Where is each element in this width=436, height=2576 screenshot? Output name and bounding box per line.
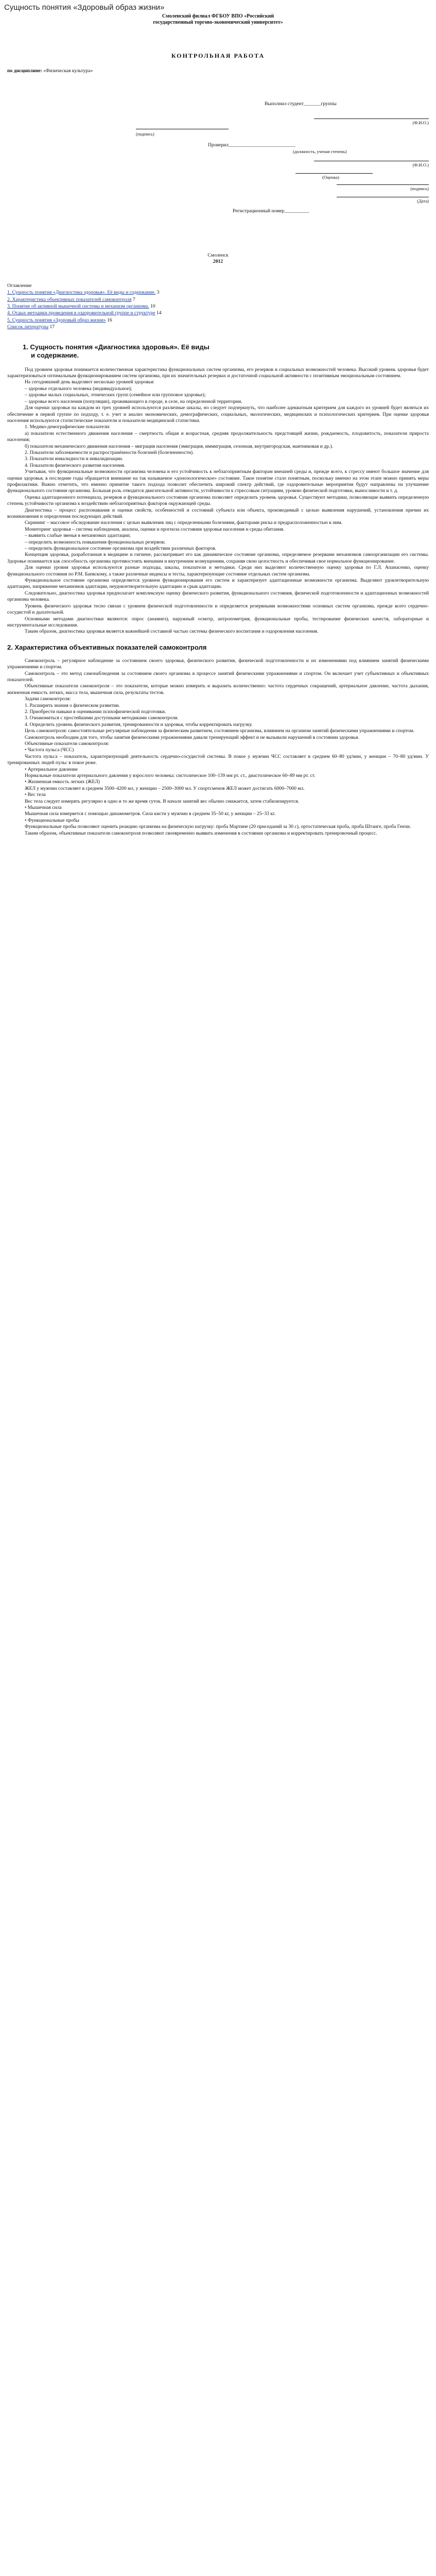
paragraph: Учитывая, что функциональные возможности организма человека и его устойчивость к неблагоприятным факторам внешней среды и, прежде всего, к стрессу имеют большое значение для оценки здоровья, в последние годы обращается внимание на так называемое «донозологическое» состояние. Такое понятие стало понятным, поскольку именно на этом этапе можно принять меры профилактики. Важно отметить, что именно принятие такого подхода позволит обеспечить широкий спектр действий, где оздоровительные мероприятия будут направлены на улучшение функционального состояния организма. Большая роль отводится двигательной активности, устойчивости к стрессовым ситуациям, уровню физической подготовки, выносливости и т. д. — [7, 469, 429, 494]
student-sign-line — [136, 125, 229, 129]
paragraph: Таким образом, объективные показатели самоконтроля позволяют своевременно выявить изменения в состоянии организма и корректировать тренировочный процесс. — [25, 830, 377, 836]
checker-fio-line — [314, 156, 429, 161]
paragraph: 2. Приобрести навыки в оценивании психофизической подготовки. — [25, 708, 166, 715]
toc-title: Оглавление — [7, 282, 32, 289]
paragraph: – определить возможность повышения функциональных резервов; — [25, 539, 165, 545]
paragraph: ЖЕЛ у мужчин составляет в среднем 3500–4200 мл, у женщин – 2500–3000 мл. У спортсменов ЖЕЛ может достигать 6000–7000 мл. — [25, 785, 305, 791]
paragraph: 4. Показатели физического развития населения. — [25, 462, 126, 468]
student-fio-line — [314, 112, 429, 119]
toc-link[interactable]: 5. Сущность понятия «Здоровый образ жизни» — [7, 317, 106, 323]
paragraph: • Частота пульса (ЧСС) — [25, 747, 74, 753]
paragraph: – здоровье отдельного человека (индивидуальное); — [25, 385, 132, 392]
paragraph: Объективные показатели самоконтроля: — [25, 741, 109, 747]
paragraph: – выявить слабые звенья в механизмах адаптации; — [25, 533, 131, 539]
section-2-title — [7, 643, 429, 652]
signature-block — [7, 101, 429, 217]
section-2-number: 2. — [7, 643, 13, 651]
paragraph: Концепция здоровья, разработанная в медицине и гигиене, рассматривает его как динамическое состояние организма, определяемое резервами механизмов самоорганизации его системы. Здоровье понимается как способность организма противостоять внешним и внутренним возмущениям, сохраняя свою целостность и обеспечивая свое нормальное функционирование. — [7, 552, 429, 564]
paragraph: 4. Определить уровень физического развития, тренированности и здоровья, чтобы корректировать нагрузку. — [25, 721, 253, 727]
paragraph: Основными методами диагностики являются: опрос (анамнез), наружный осмотр, антропометрия, функциональные пробы, тестирование физических качеств, лабораторные и инструментальные исследования. — [7, 616, 429, 628]
toc-page: 17 — [49, 324, 55, 330]
toc-page: 16 — [107, 317, 112, 323]
paragraph: Вес тела следует измерять регулярно в одно и то же время суток. В начале занятий вес обычно снижается, затем стабилизируется. — [25, 798, 299, 804]
toc-link[interactable]: Список литературы — [7, 324, 49, 330]
paragraph: – здоровье всего населения (популяции), проживающего в городе, в селе, на определенной территории. — [25, 398, 242, 404]
paragraph: Под уровнем здоровья понимается количественная характеристика функциональных систем организма, его резервов и социальных возможностей человека. Высокий уровень здоровья будет характеризоваться оптимальным функционированием систем организма, при их значительных резервах и достаточной социальной активности с позитивным эмоциональным состоянием. — [7, 366, 429, 379]
paragraph: Таким образом, диагностика здоровья является важнейшей составной частью системы физического воспитания и оздоровления населения. — [25, 629, 319, 635]
discipline-value: «Физическая культура» — [43, 68, 93, 74]
paragraph: 1. Расширить знания о физическом развитии. — [25, 702, 120, 708]
toc-link[interactable]: 1. Сущность понятия «Диагностика здоровья». Её виды и содержание. — [7, 290, 156, 296]
paragraph: Цель самоконтроля: самостоятельные регулярные наблюдения за физическим развитием, состоянием организма, влиянием на организм занятий физическими упражнениями и спортом. — [25, 728, 414, 734]
paragraph: 3. Ознакомиться с простейшими доступными методиками самоконтроля. — [25, 715, 179, 721]
paragraph: • Функциональные пробы — [25, 817, 79, 823]
reg-line: Регистрационный номер__________ — [233, 208, 309, 214]
paragraph: Самоконтроль – это метод самонаблюдения за состоянием своего организма в процессе занятий физическими упражнениями и спортом. Он включает учет субъективных и объективных показателей. — [7, 670, 429, 683]
paragraph: • Мышечная сила — [25, 805, 62, 811]
toc-page: 7 — [132, 296, 135, 302]
section-1-number: 1. — [23, 343, 28, 351]
doc-title: КОНТРОЛЬНАЯ РАБОТА — [171, 52, 265, 59]
grade-line — [295, 168, 373, 174]
section-2-body — [7, 658, 429, 837]
paragraph: Скрининг – массовое обследование населения с целью выявления лиц с определенными болезнями, факторами риска и предрасположенностью к ним. — [25, 520, 343, 526]
paragraph: Самоконтроль – регулярное наблюдение за состоянием своего здоровья, физического развития, физической подготовленности и их изменениями под влиянием занятий физическими упражнениями и спортом. — [7, 657, 429, 670]
paragraph: – определить функциональное состояние организма при воздействии различных факторов. — [25, 546, 217, 552]
paragraph: Для оценки уровня здоровья используются разные подходы, шкалы, показатели и методики. Среди них выделяют количественную оценку здоровья по Г.Л. Апанасенко, оценку функционального состояния по Р.М. Баевскому, а также различные индексы и тесты, характеризующие состояние отдельных систем организма. — [7, 565, 429, 577]
fio-caption-2: (Ф.И.О.) — [412, 162, 429, 167]
paragraph: 1. Медико-демографические показатели: — [25, 424, 111, 430]
discipline-line — [7, 68, 429, 75]
toc-page: 14 — [156, 310, 162, 316]
checker-sign-line — [337, 179, 429, 185]
paragraph: Для оценки здоровья на каждом из трех уровней используются различные шкалы, но следует подчеркнуть, что наиболее адекватным критерием для каждого из уровней будет являться их обеспечение в первой группе по подходу, т. е. учет и анализ экономических, демографических, социальных, экологических, медицинских и психологических критериев. При оценке здоровья населения используются статистические показатели и показатели медицинской статистики. — [7, 405, 429, 423]
fio-caption-1: (Ф.И.О.) — [412, 120, 429, 125]
city: Смоленск — [207, 252, 229, 258]
paragraph: а) показатели естественного движения населения – смертность общая и возрастная, средняя продолжительность предстоящей жизни, рождаемость, плодовитость, показатели прироста населения; — [7, 430, 429, 443]
section-1-heading — [7, 343, 429, 360]
paragraph: Самоконтроль необходим для того, чтобы занятия физическими упражнениями давали тренирующий эффект и не вызывали нарушений в состоянии здоровья. — [25, 734, 359, 740]
section-1-title — [23, 343, 429, 351]
toc-link[interactable]: 2. Характеристика объективных показателей самоконтроля — [7, 296, 132, 302]
toc-item[interactable] — [7, 317, 429, 324]
section-1-more — [7, 552, 429, 635]
org-header-line2: государственный торгово-экономический университет» — [153, 20, 283, 25]
section-1-body — [7, 367, 429, 552]
section-1-title-line2: и содержание. — [31, 351, 79, 359]
podpis-caption-2: (подпись) — [410, 186, 429, 191]
paragraph: На сегодняшний день выделяют несколько уровней здоровья: — [25, 379, 155, 385]
paragraph: • Артериальное давление — [25, 766, 78, 772]
org-header-line1: Смоленский филиал ФГБОУ ВПО «Российский — [162, 13, 274, 19]
paragraph: Функциональное состояние организма определяется уровнем функционирования его систем и характеризует адаптационные возможности организма. Выделяют удовлетворительную адаптацию, напряжение механизмов адаптации, неудовлетворительную адаптацию и срыв адаптации. — [7, 578, 429, 590]
grade-caption: (Оценка) — [322, 175, 339, 180]
date-line — [337, 192, 429, 197]
checked-line: Проверил___________________________ — [208, 142, 295, 148]
student-line: Выполнил студент_______группы — [265, 101, 337, 107]
paragraph: б) показатели механического движения населения – миграция населения (эмиграция, иммиграция, сезонная, внутригородская, маятниковая и др.). — [25, 443, 333, 449]
toc-page: 3 — [156, 290, 160, 296]
document — [7, 13, 429, 837]
paragraph: Мышечная сила измеряется с помощью динамометров. Сила кисти у мужчин в среднем 35–50 кг, у женщин – 25–33 кг. — [25, 811, 276, 817]
degree-caption: (должность, ученая степень) — [293, 149, 347, 154]
toc-link[interactable]: 4. Отдых методики проведения в оздоровительной группе и структуре — [7, 310, 155, 316]
paragraph: – здоровье малых социальных, этнических групп (семейное или групповое здоровье); — [25, 392, 206, 398]
toc-page: 10 — [150, 303, 155, 310]
toc-link[interactable]: 3. Понятие об активной мышечной системы и механизм организма. — [7, 303, 149, 310]
discipline-label: по дисциплине: — [7, 68, 42, 74]
paragraph: 3. Показатели инвалидности и инвалидизации. — [25, 456, 123, 462]
toc-item[interactable] — [7, 303, 429, 310]
podpis-caption-1: (подпись) — [136, 131, 154, 137]
paragraph: Следовательно, диагностика здоровья предполагает комплексную оценку физического развития, функционального состояния, физической подготовленности и адаптационных возможностей организма человека. — [7, 590, 429, 603]
paragraph: Уровень физического здоровья тесно связан с уровнем физической подготовленности и определяется резервными возможностями основных систем организма, прежде всего сердечно-сосудистой и дыхательной. — [7, 603, 429, 616]
paragraph: 2. Показатели заболеваемости и распространённости болезней (болезненности). — [25, 449, 194, 455]
paragraph: Оценка адаптационного потенциала, резервов и функционального состояния организма позволяет определить уровень здоровья. Существуют методики, позволяющие выявить определенную степень устойчивости организма к воздействию неблагоприятных факторов окружающей среды. — [7, 494, 429, 507]
paragraph: Функциональные пробы позволяют оценить реакцию организма на физическую нагрузку: проба Мартине (20 приседаний за 30 с), ортостатическая проба, проба Штанге, проба Генчи. — [25, 824, 411, 830]
paragraph: Задачи самоконтроля: — [25, 696, 71, 702]
paragraph: Нормальные показатели артериального давления у взрослого человека: систолическое 100–139 мм рт. ст., диастолическое 60–89 мм рт. ст. — [25, 773, 316, 779]
toc-item[interactable] — [7, 290, 429, 296]
paragraph: Диагностика – процесс распознавания и оценки свойств, особенностей и состояний субъекта или объекта, производимый с целью выявления нарушений, установления причин их возникновения и определения последующих действий. — [7, 507, 429, 519]
section-2-heading — [7, 643, 429, 652]
paragraph: • Вес тела — [25, 792, 46, 798]
paragraph: Частота пульса – показатель, характеризующий деятельность сердечно-сосудистой системы. В покое у мужчин ЧСС составляет в среднем 60–80 уд/мин, у женщин – 70–80 уд/мин. У тренированных людей пульс в покое реже. — [7, 753, 429, 766]
toc — [7, 290, 429, 330]
toc-item[interactable] — [7, 310, 429, 316]
paragraph: Мониторинг здоровья – система наблюдения, анализа, оценки и прогноза состояния здоровья населения и среды обитания. — [25, 526, 285, 532]
paragraph: Объективные показатели самоконтроля – это показатели, которые можно измерить и выразить количественно: частота сердечных сокращений, артериальное давление, частота дыхания, жизненная емкость легких, масса тела, мышечная сила, результаты тестов. — [7, 683, 429, 696]
year: 2012 — [213, 259, 223, 265]
paragraph: • Жизненная емкость легких (ЖЕЛ) — [25, 779, 100, 785]
date-caption: (Дата) — [417, 198, 429, 204]
section-1-title-line1: Сущность понятия «Диагностика здоровья». Её виды — [30, 343, 210, 351]
page-title: Сущность понятия «Здоровый образ жизни» — [4, 3, 165, 12]
toc-item[interactable] — [7, 297, 429, 303]
toc-item[interactable] — [7, 324, 429, 330]
section-2-title-text: Характеристика объективных показателей самоконтроля — [14, 643, 207, 651]
